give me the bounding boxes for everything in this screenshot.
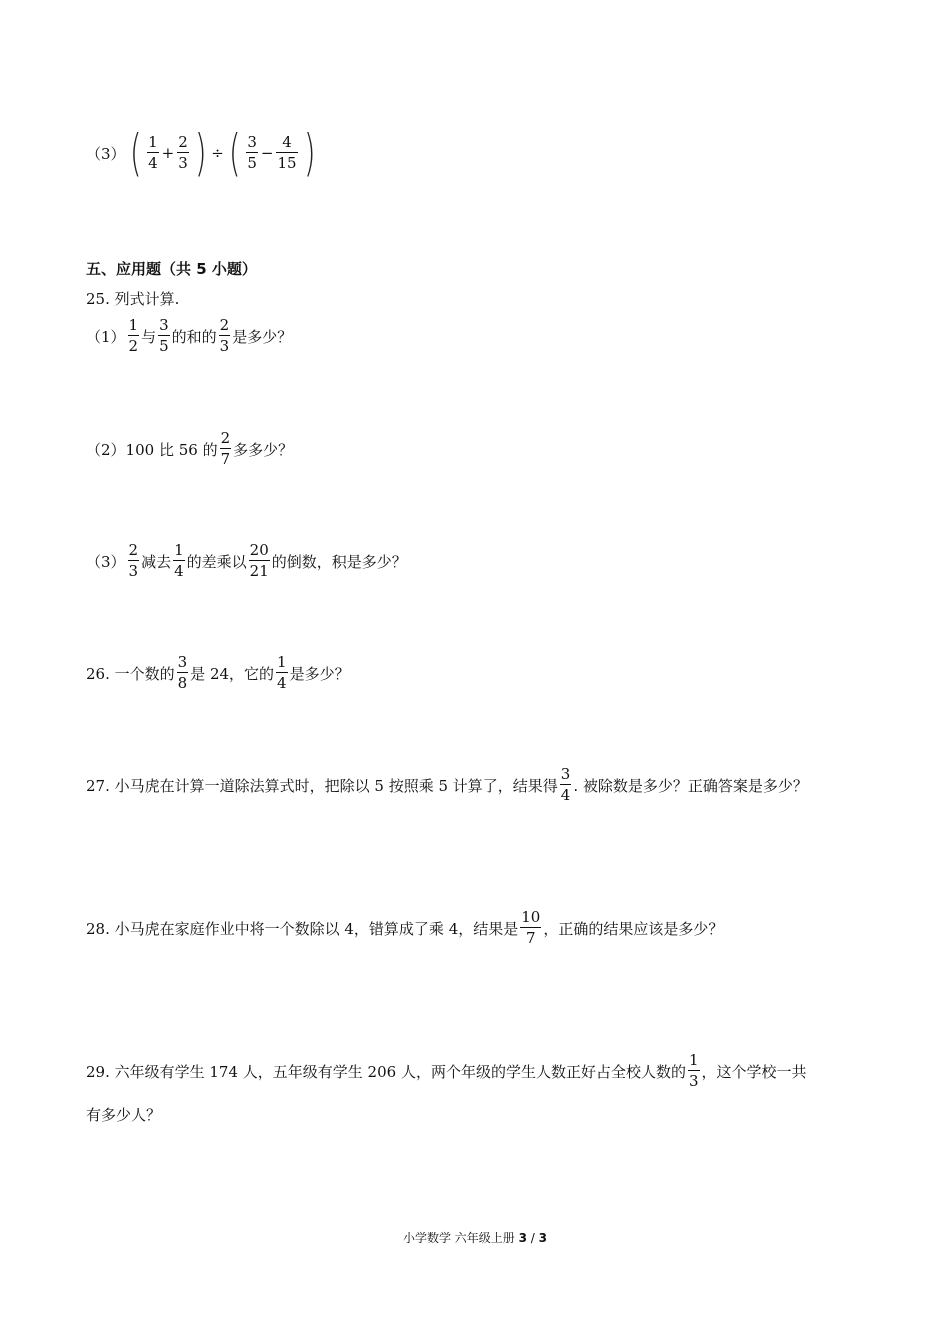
q24-3-label: （3） bbox=[86, 144, 126, 163]
right-paren: ) bbox=[194, 124, 207, 182]
q29-line2: 有多少人？ bbox=[86, 1106, 162, 1124]
fraction: $\frac{1}{3}$ bbox=[688, 1051, 699, 1090]
fraction: $\frac{2}{3}$ bbox=[128, 541, 139, 580]
fraction: $\frac{3}{5}$ bbox=[247, 133, 257, 172]
fraction: $\frac{1}{2}$ bbox=[128, 316, 139, 355]
fraction: $\frac{3}{5}$ bbox=[159, 316, 169, 355]
q28: 28. 小马虎在家庭作业中将一个数除以 4，错算成了乘 4，结果是 $\frac{10}{7}$ ，正确的结果应该是多少？ bbox=[86, 908, 724, 947]
footer-subject: 小学数学 六年级上册 bbox=[402, 1231, 519, 1245]
fraction: $\frac{1}{4}$ bbox=[148, 133, 158, 172]
footer-total: 3 bbox=[538, 1231, 548, 1245]
footer-sep: / bbox=[526, 1231, 539, 1245]
q29: 29. 六年级有学生 174 人，五年级有学生 206 人，两个年级的学生人数正好占全校人数的 $\frac{1}{3}$ ，这个学校一共 bbox=[86, 1051, 807, 1090]
q25-intro: 25. 列式计算. bbox=[86, 290, 180, 308]
q25-part3: （3） $\frac{2}{3}$ 减去 $\frac{1}{4}$ 的差乘以 $\frac{20}{21}$ 的倒数，积是多少？ bbox=[86, 541, 407, 580]
fraction: $\frac{20}{21}$ bbox=[249, 541, 269, 580]
fraction: $\frac{2}{7}$ bbox=[220, 429, 231, 468]
page-footer bbox=[0, 1229, 950, 1246]
q25-part2: （2）100 比 56 的 $\frac{2}{7}$ 多多少？ bbox=[86, 429, 294, 468]
fraction: $\frac{3}{8}$ bbox=[177, 653, 188, 692]
fraction: $\frac{1}{4}$ bbox=[277, 653, 287, 692]
fraction: $\frac{1}{4}$ bbox=[174, 541, 184, 580]
fraction: $\frac{2}{3}$ bbox=[219, 316, 230, 355]
fraction: $\frac{10}{7}$ bbox=[521, 908, 541, 947]
fraction: $\frac{4}{15}$ bbox=[277, 133, 297, 172]
q27: 27. 小马虎在计算一道除法算式时，把除以 5 按照乘 5 计算了，结果得 $\frac{3}{4}$ . 被除数是多少？正确答案是多少？ bbox=[86, 765, 808, 804]
fraction: $\frac{3}{4}$ bbox=[560, 765, 571, 804]
q25-part1: （1） $\frac{1}{2}$ 与 $\frac{3}{5}$ 的和的 $\frac{2}{3}$ 是多少？ bbox=[86, 316, 293, 355]
right-paren: ) bbox=[303, 124, 316, 182]
section-heading: 五、应用题（共 5 小题） bbox=[86, 260, 257, 278]
fraction: $\frac{2}{3}$ bbox=[178, 133, 188, 172]
left-paren: ( bbox=[228, 124, 241, 182]
q24-3-expression: （3） ( $\frac{1}{4}$ + $\frac{2}{3}$ ) ÷ ( $\frac{3}{5}$ − $\frac{4}{15}$ ) bbox=[86, 124, 316, 182]
left-paren: ( bbox=[129, 124, 142, 182]
q26: 26. 一个数的 $\frac{3}{8}$ 是 24，它的 $\frac{1}{4}$ 是多少？ bbox=[86, 653, 350, 692]
footer-page: 3 bbox=[518, 1231, 527, 1245]
